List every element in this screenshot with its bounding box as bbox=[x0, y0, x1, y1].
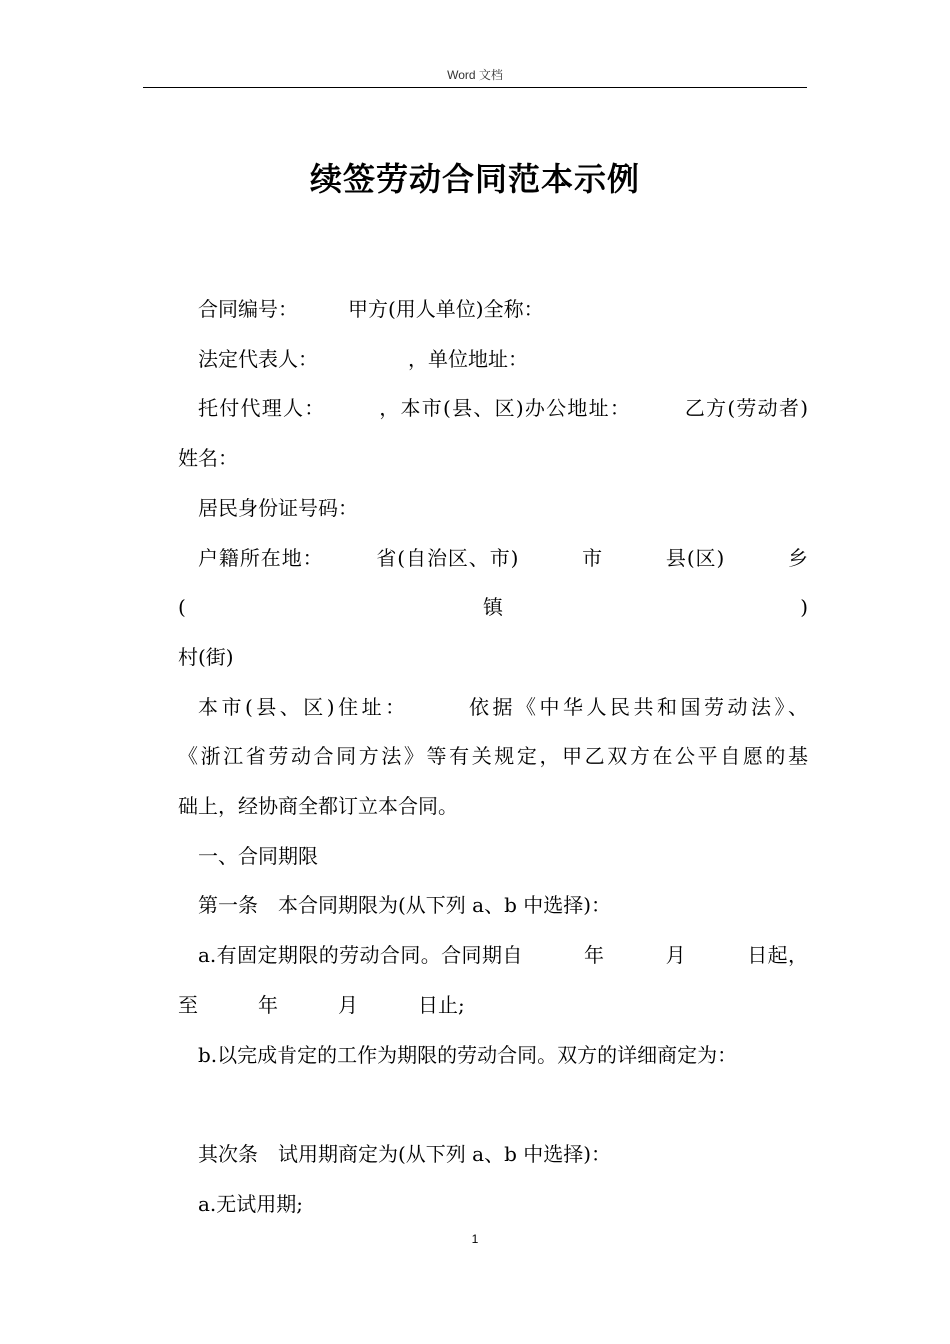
household-line-part-2: 村(街) bbox=[178, 644, 234, 669]
option-a-no-probation: a.无试用期; bbox=[198, 1191, 304, 1216]
residence-line-1: 本市(县、区)住址： 依据《中华人民共和国劳动法》、 bbox=[198, 694, 808, 719]
option-b-task-term: b.以完成肯定的工作为期限的劳动合同。双方的详细商定为： bbox=[198, 1042, 738, 1067]
contract-number-line: 合同编号： 甲方(用人单位)全称： bbox=[198, 297, 544, 321]
residence-line-2: 《浙江省劳动合同方法》等有关规定，甲乙双方在公平自愿的基 bbox=[178, 744, 808, 769]
header-rule bbox=[143, 87, 807, 88]
document-title: 续签劳动合同范本示例 bbox=[309, 160, 640, 198]
option-a-line-1: a.有固定期限的劳动合同。合同期自 年 月 日起， bbox=[198, 943, 808, 968]
household-line bbox=[178, 534, 808, 683]
agent-line-part-1: 托付代理人： ，本市(县、区)办公地址： 乙方(劳动者) bbox=[198, 396, 808, 421]
page-number: 1 bbox=[471, 1232, 479, 1246]
section-heading-term: 一、合同期限 bbox=[198, 843, 318, 868]
option-a-fixed-term bbox=[178, 931, 808, 1030]
page-header: Word 文档 bbox=[447, 68, 503, 82]
document-body bbox=[178, 285, 808, 1229]
residence-paragraph bbox=[178, 683, 808, 832]
residence-line-3: 础上，经协商全都订立本合同。 bbox=[178, 794, 458, 819]
household-line-part-1: 户籍所在地： 省(自治区、市) 市 县(区) 乡(镇) bbox=[178, 545, 808, 620]
agent-line bbox=[178, 384, 808, 483]
option-a-line-2: 至 年 月 日止; bbox=[178, 992, 465, 1017]
article-one: 第一条 本合同期限为(从下列 a、b 中选择)： bbox=[198, 893, 612, 918]
article-two: 其次条 试用期商定为(从下列 a、b 中选择)： bbox=[198, 1141, 612, 1166]
id-number-line: 居民身份证号码： bbox=[198, 495, 358, 520]
legal-representative-line: 法定代表人： ，单位地址： bbox=[198, 346, 528, 371]
agent-line-part-2: 姓名： bbox=[178, 446, 238, 471]
